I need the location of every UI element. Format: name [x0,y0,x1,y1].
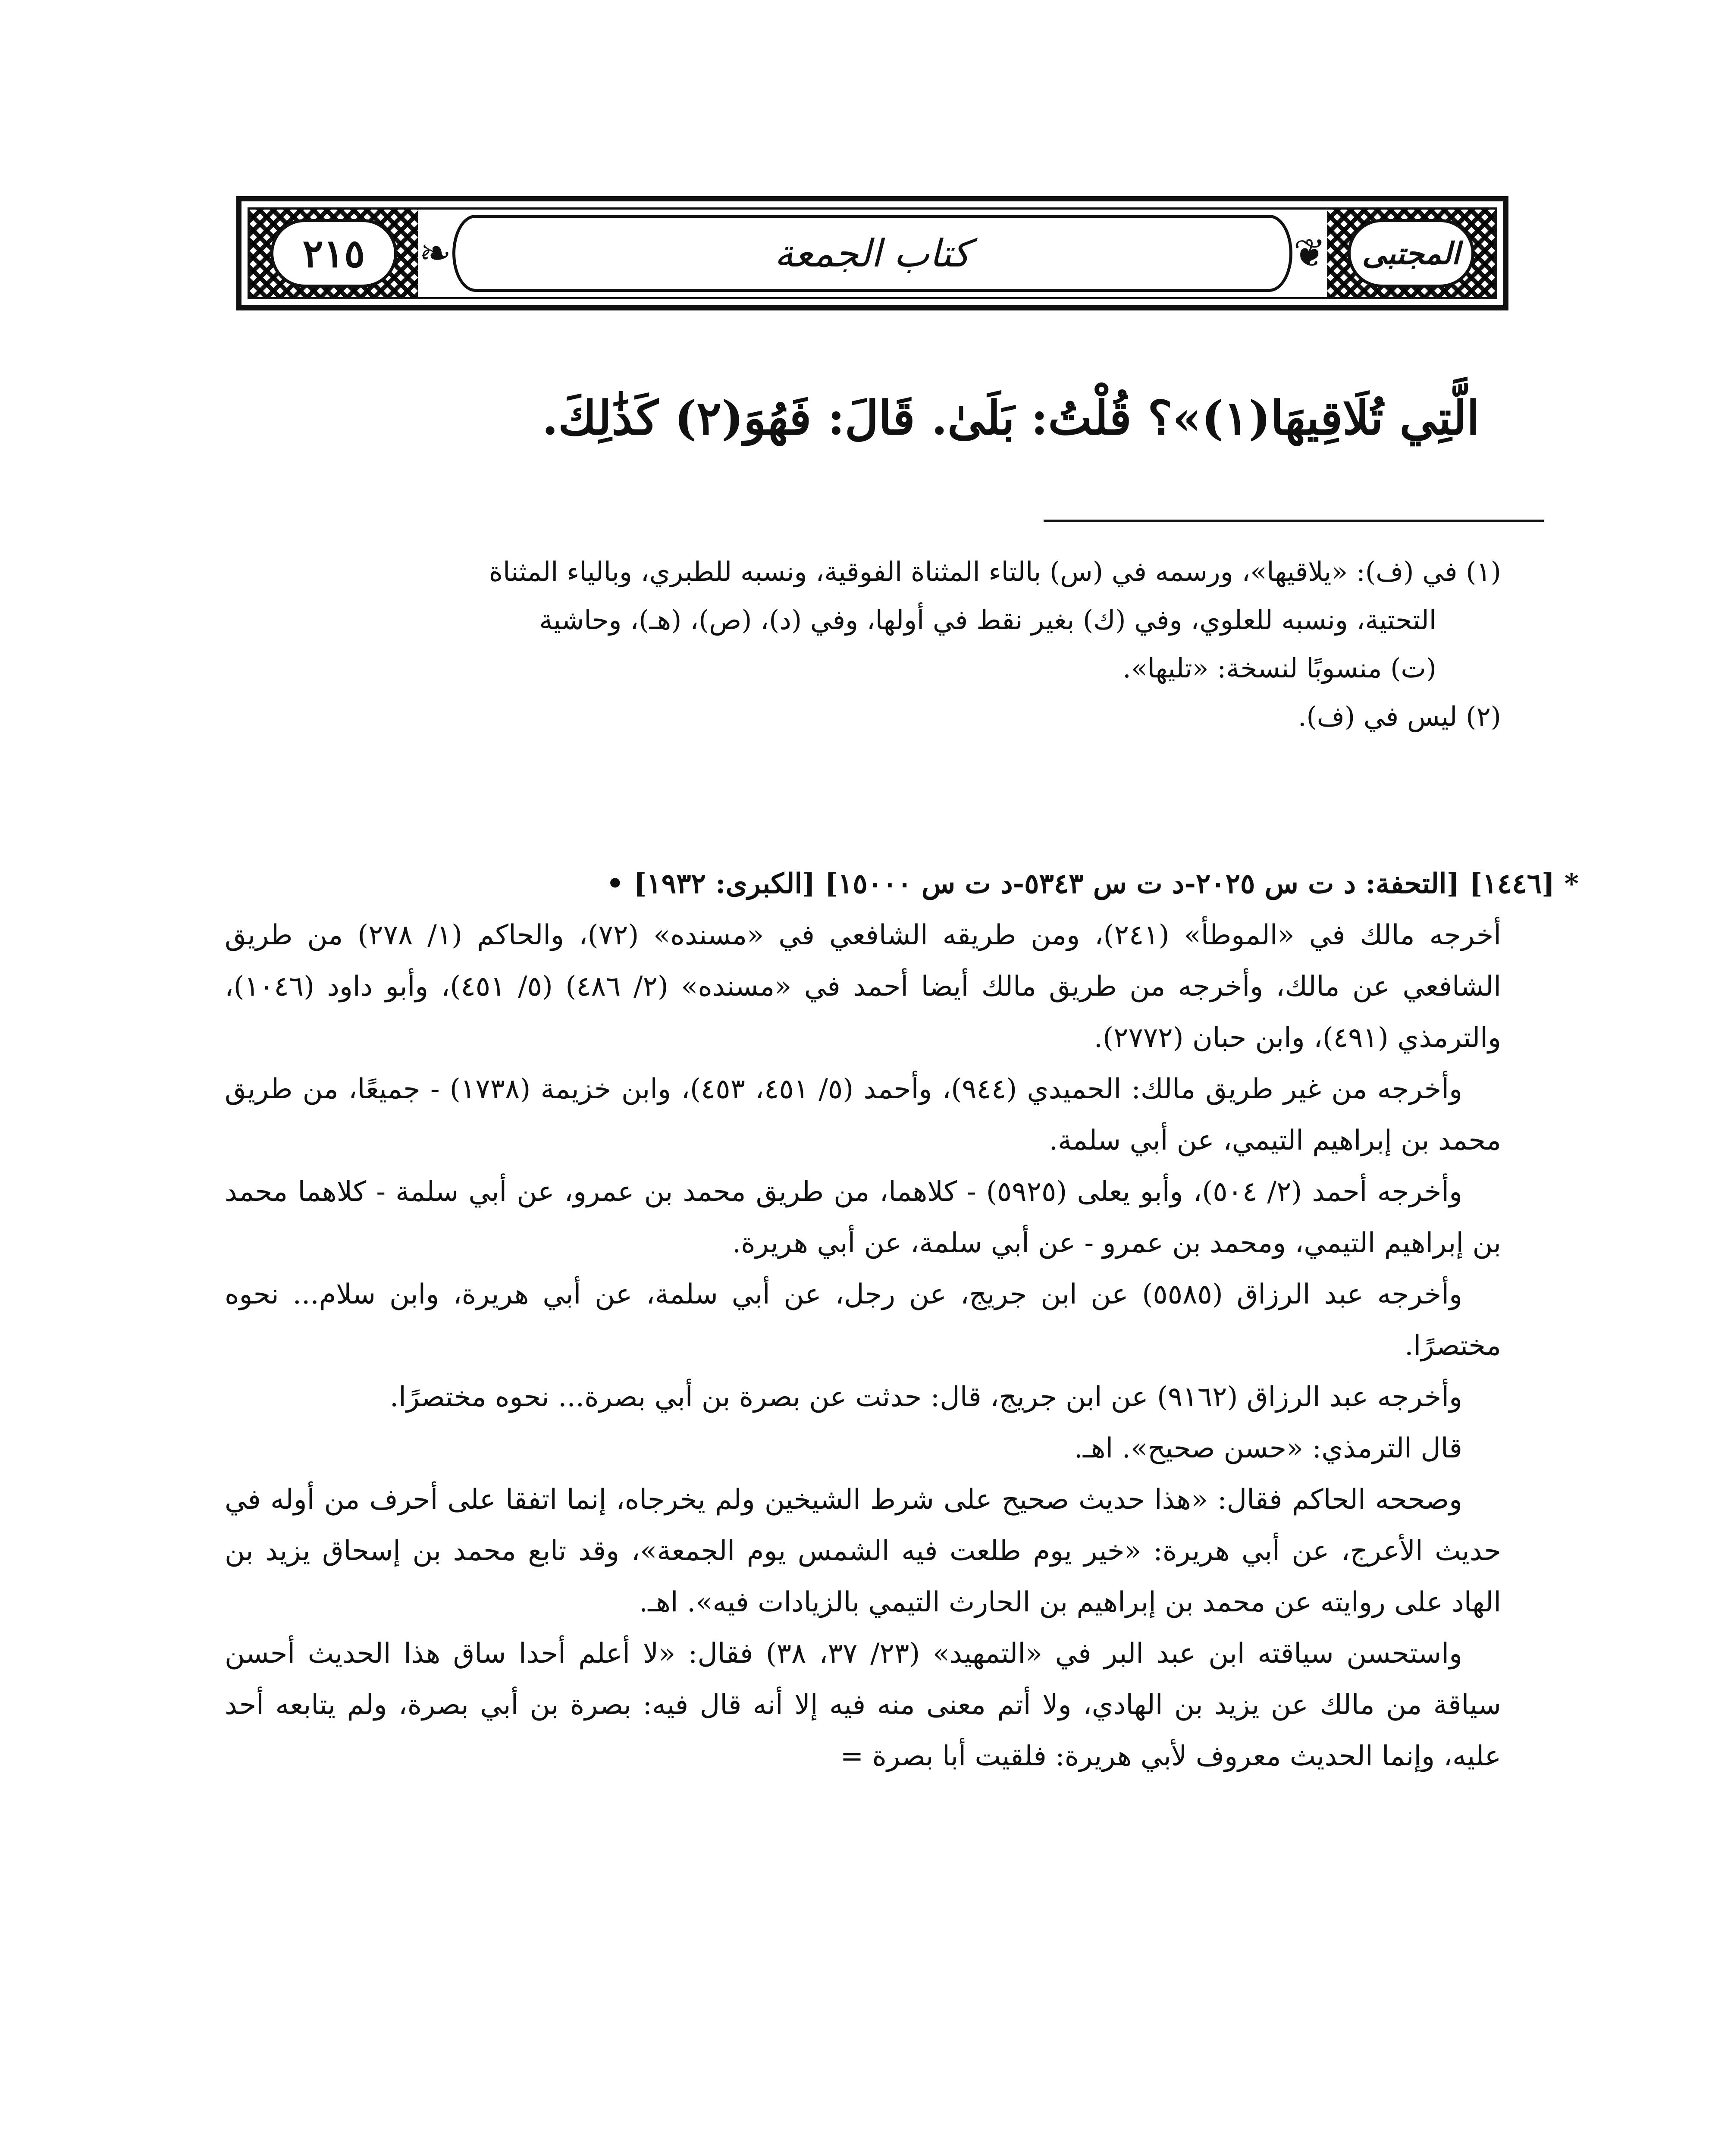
header-ornament-right [1327,210,1495,297]
commentary-paragraph: وأخرجه عبد الرزاق (٩١٦٢) عن ابن جريج، قال: حدثت عن بصرة بن أبي بصرة... نحوه مختصرًا. [389,1381,1462,1413]
series-title: المجتبى [1362,235,1460,271]
footnotes [225,548,1501,741]
commentary-paragraph: وأخرجه عبد الرزاق (٥٥٨٥) عن ابن جريج، عن رجل، عن أبي سلمة، عن أبي هريرة، وابن سلام... نحوه مختصرًا. [225,1279,1501,1362]
commentary-paragraph: أخرجه مالك في «الموطأ» (٢٤١)، ومن طريقه الشافعي في «مسنده» (٧٢)، والحاكم (١/ ٢٧٨) من طريق الشافعي عن مالك، وأخرجه من طريق مالك أيضا أحمد في «مسنده» (٢/ ٤٨٦) (٥/ ٤٥١)، وأبو داود (١٠٤٦)، والترمذي (٤٩١)، وابن حبان (٢٧٧٢). [225,919,1502,1054]
commentary-paragraph: وأخرجه من غير طريق مالك: الحميدي (٩٤٤)، وأحمد (٥/ ٤٥١، ٤٥٣)، وابن خزيمة (١٧٣٨) - جميعًا، من طريق محمد بن إبراهيم التيمي، عن أبي سلمة. [225,1073,1501,1156]
footnote-line: (ت) منسوبًا لنسخة: «تليها». [1123,652,1436,684]
footnote-separator-rule [1044,520,1544,522]
flourish-icon: ❦ [1293,231,1326,276]
page-number-medallion [270,219,397,288]
commentary-paragraph: واستحسن سياقته ابن عبد البر في «التمهيد» (٢٣/ ٣٧، ٣٨) فقال: «لا أعلم أحدا ساق هذا الحديث أحسن سياقة من مالك عن يزيد بن الهادي، ولا أتم معنى منه فيه إلا أنه قال فيه: بصرة بن أبي بصرة، ولم يتابعه أحد عليه، وإنما الحديث معروف لأبي هريرة: فلقيت أبا بصرة = [225,1638,1502,1772]
takhrij-commentary [225,910,1501,1782]
commentary-paragraph: وصححه الحاكم فقال: «هذا حديث صحيح على شرط الشيخين ولم يخرجاه، إنما اتفقا على أحرف من أوله في حديث الأعرج، عن أبي هريرة: «خير يوم طلعت فيه الشمس يوم الجمعة»، وقد تابع محمد بن إسحاق يزيد بن الهاد على روايته عن محمد بن إبراهيم بن الحارث التيمي بالزيادات فيه». اهـ. [225,1484,1501,1618]
page-header-frame [236,196,1508,310]
footnote-line: (١) في (ف): «يلاقيها»، ورسمه في (س) بالتاء المثناة الفوقية، ونسبه للطبري، وبالياء المثناة [489,556,1501,587]
takhrij-header: * [١٤٤٦] [التحفة: د ت س ٢٠٢٥-د ت س ٥٣٤٣-د ت س ١٥٠٠٠] [الكبرى: ١٩٣٢] • [606,868,1579,900]
footnote-line: التحتية، ونسبه للعلوي، وفي (ك) بغير نقط في أولها، وفي (د)، (ص)، (هـ)، وحاشية [539,604,1436,636]
commentary-paragraph: وأخرجه أحمد (٢/ ٥٠٤)، وأبو يعلى (٥٩٢٥) - كلاهما، من طريق محمد بن عمرو، عن أبي سلمة - كلاهما محمد بن إبراهيم التيمي، ومحمد بن عمرو - عن أبي سلمة، عن أبي هريرة. [225,1176,1501,1259]
book-title-box [452,215,1292,292]
main-text-line: الَّتِي تُلَاقِيهَا(١)»؟ قُلْتُ: بَلَىٰ. قَالَ: فَهُوَ(٢) كَذَٰلِكَ. [542,391,1480,445]
flourish-icon: ❧ [419,231,452,276]
commentary-paragraph: قال الترمذي: «حسن صحيح». اهـ. [1074,1432,1462,1464]
header-ornament-left [250,210,418,297]
header-inner-border [248,207,1497,299]
series-medallion [1348,219,1474,288]
page-number: ٢١٥ [302,230,365,276]
footnote-line: (٢) ليس في (ف). [1298,701,1501,732]
book-title: كتاب الجمعة [774,231,971,276]
